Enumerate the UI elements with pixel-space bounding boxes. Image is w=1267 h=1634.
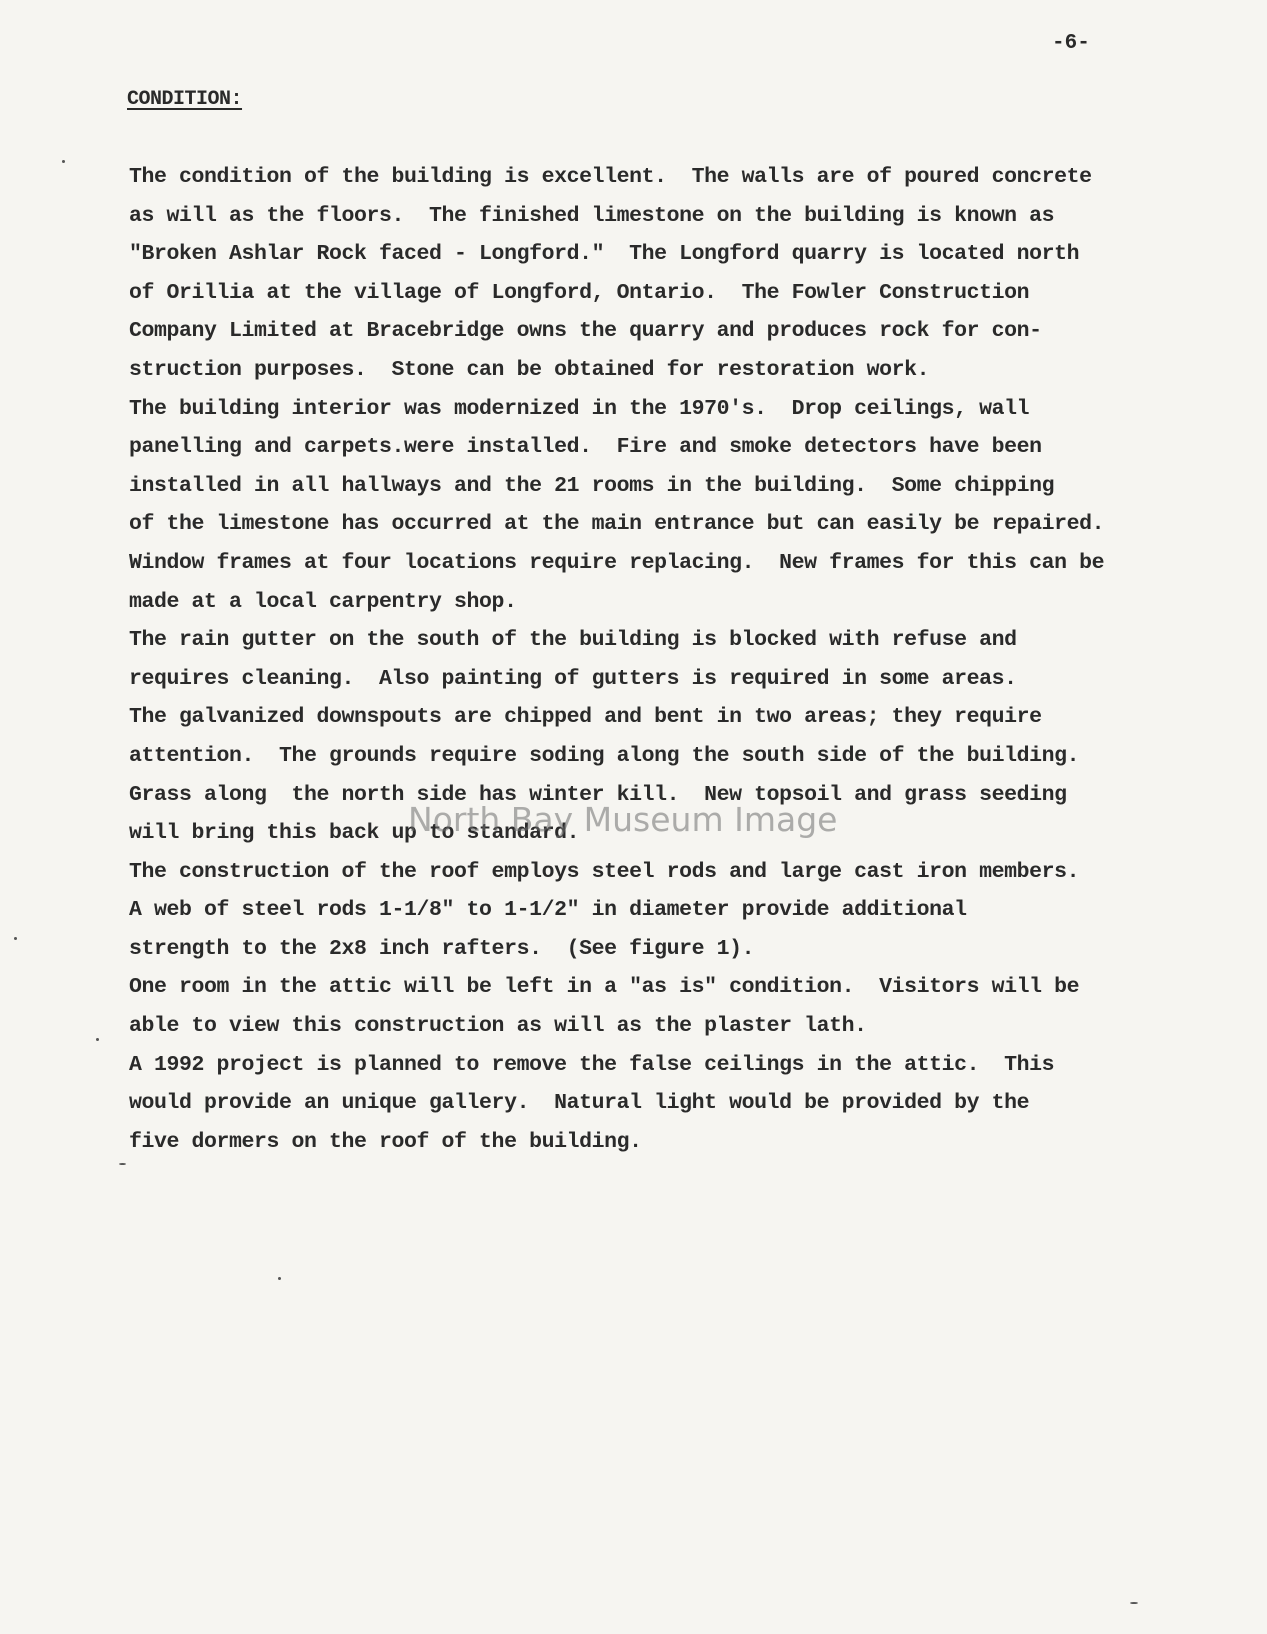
text-line: able to view this construction as will as the plaster lath. — [129, 1014, 867, 1039]
text-line: installed in all hallways and the 21 rooms in the building. Some chipping — [129, 473, 1055, 498]
watermark: North Bay Museum Image — [408, 800, 838, 839]
text-line: One room in the attic will be left in a "as is" condition. Visitors will be — [129, 975, 1080, 1000]
text-line: The construction of the roof employs steel rods and large cast iron members. — [129, 859, 1080, 884]
scan-speck — [1130, 1602, 1138, 1604]
text-line: made at a local carpentry shop. — [129, 589, 517, 614]
text-line: Window frames at four locations require replacing. New frames for this can be — [129, 550, 1105, 575]
scan-speck — [278, 1277, 281, 1280]
text-line: of Orillia at the village of Longford, Ontario. The Fowler Construction — [129, 280, 1030, 305]
text-line: The condition of the building is excellent. The walls are of poured concrete — [129, 165, 1092, 189]
text-line: The galvanized downspouts are chipped and bent in two areas; they require — [129, 705, 1042, 730]
text-line: The rain gutter on the south of the building is blocked with refuse and — [129, 628, 1017, 653]
text-line: panelling and carpets.were installed. Fire and smoke detectors have been — [129, 435, 1042, 460]
text-line: would provide an unique gallery. Natural light would be provided by the — [129, 1091, 1030, 1116]
text-line: Grass along the north side has winter kill. New topsoil and grass seeding — [129, 782, 1067, 807]
scan-speck — [119, 1163, 126, 1165]
text-line: five dormers on the roof of the building. — [129, 1129, 642, 1154]
text-line: of the limestone has occurred at the main entrance but can easily be repaired. — [129, 512, 1105, 537]
text-line: The building interior was modernized in the 1970's. Drop ceilings, wall — [129, 396, 1030, 421]
scan-speck — [62, 160, 65, 163]
scan-speck — [14, 937, 17, 940]
text-line: A 1992 project is planned to remove the false ceilings in the attic. This — [129, 1052, 1055, 1077]
text-line: struction purposes. Stone can be obtained for restoration work. — [129, 357, 930, 382]
text-line: Company Limited at Bracebridge owns the quarry and produces rock for con- — [129, 319, 1042, 344]
body-text — [129, 158, 1239, 1161]
section-heading: CONDITION: — [127, 88, 243, 111]
text-line: attention. The grounds require soding along the south side of the building. — [129, 743, 1080, 768]
page-number: -6- — [1052, 32, 1090, 55]
text-line: will bring this back up to standard. — [129, 821, 580, 846]
text-line: A web of steel rods 1-1/8" to 1-1/2" in diameter provide additional — [129, 898, 967, 923]
text-line: strength to the 2x8 inch rafters. (See figure 1). — [129, 936, 755, 961]
text-line: as will as the floors. The finished limestone on the building is known as — [129, 203, 1055, 228]
scan-speck — [96, 1038, 99, 1041]
text-line: "Broken Ashlar Rock faced - Longford." The Longford quarry is located north — [129, 242, 1080, 267]
text-line: requires cleaning. Also painting of gutters is required in some areas. — [129, 666, 1017, 691]
